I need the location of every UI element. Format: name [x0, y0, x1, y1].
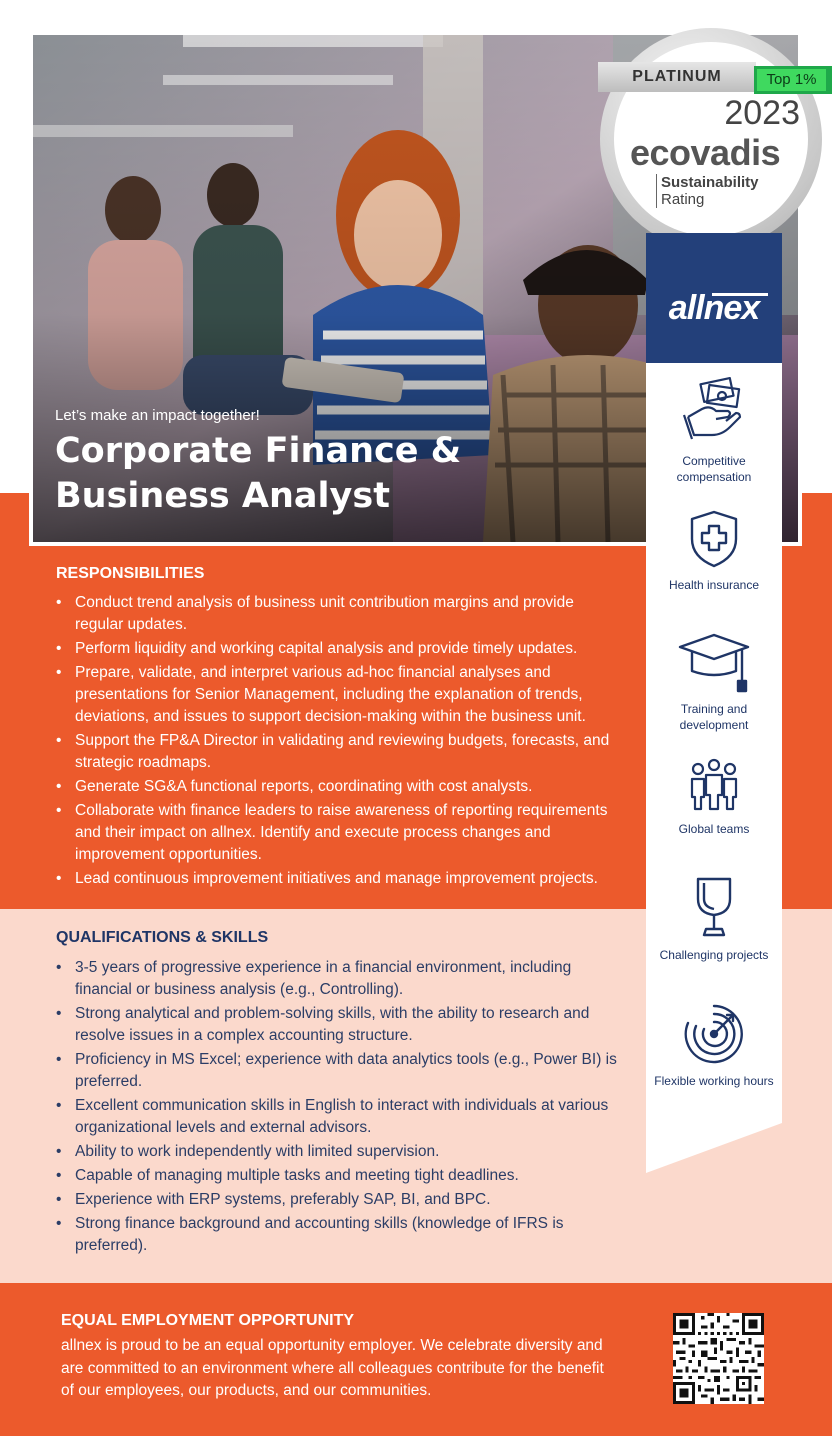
badge-level: PLATINUM	[598, 62, 756, 92]
qr-code-image	[673, 1313, 764, 1404]
list-item: • Conduct trend analysis of business unit contribution margins and provide regular updates.	[56, 592, 626, 636]
ecovadis-badge	[600, 28, 822, 250]
logo-text: allnex	[668, 289, 760, 327]
badge-subtitle-line-1: Sustainability	[661, 174, 759, 191]
job-title: Corporate Finance & Business Analyst	[55, 431, 462, 516]
list-item: • Capable of managing multiple tasks and meeting tight deadlines.	[56, 1165, 626, 1187]
graduation-cap-icon	[678, 631, 750, 693]
badge-brand: ecovadis	[630, 132, 781, 173]
benefit-compensation	[646, 377, 782, 485]
qualifications-title: QUALIFICATIONS & SKILLS	[56, 929, 269, 946]
list-item: • Experience with ERP systems, preferably SAP, BI, and BPC.	[56, 1189, 626, 1211]
benefit-global	[646, 757, 782, 837]
badge-subtitle-line-2: Rating	[661, 191, 705, 208]
badge-year: 2023	[724, 94, 800, 132]
list-item: • Strong analytical and problem-solving skills, with the ability to research and resolve issues in a complex accounting structure.	[56, 1003, 626, 1047]
list-item: • Support the FP&A Director in validating and reviewing budgets, forecasts, and strategic roadmaps.	[56, 730, 626, 774]
benefit-label: Competitive compensation	[676, 454, 752, 484]
benefit-label: Flexible working hours	[654, 1074, 774, 1088]
list-item: • Proficiency in MS Excel; experience with data analytics tools (e.g., Power BI) is preferred.	[56, 1049, 626, 1093]
list-item: • Lead continuous improvement initiatives and manage improvement projects.	[56, 868, 626, 890]
list-item: • Ability to work independently with limited supervision.	[56, 1141, 626, 1163]
tagline: Let’s make an impact together!	[55, 407, 260, 424]
benefit-flexible	[646, 1003, 782, 1089]
badge-subtitle	[656, 174, 759, 208]
benefit-health	[646, 509, 782, 593]
benefits-column	[646, 363, 782, 1173]
list-item: • 3-5 years of progressive experience in a financial environment, including financial or business analysis (e.g., Controlling).	[56, 957, 626, 1001]
list-item: • Collaborate with finance leaders to raise awareness of reporting requirements and their impact on allnex. Identify and execute process changes and improvement opportunities.	[56, 800, 626, 866]
qualifications-list	[56, 957, 626, 1259]
people-group-icon	[688, 757, 740, 813]
list-item: • Generate SG&A functional reports, coordinating with cost analysts.	[56, 776, 626, 798]
money-hand-icon	[682, 377, 746, 445]
eeo-text: allnex is proud to be an equal opportunity employer. We celebrate diversity and are committed to an environment where all colleagues contribute for the benefit of our employees, our products, and our communities.	[61, 1337, 604, 1399]
target-clock-icon	[683, 1003, 745, 1065]
badge-rank	[754, 66, 832, 94]
benefit-label: Challenging projects	[659, 948, 769, 962]
responsibilities-list	[56, 592, 626, 892]
list-item: • Strong finance background and accounting skills (knowledge of IFRS is preferred).	[56, 1213, 626, 1257]
benefit-label: Health insurance	[668, 578, 760, 592]
benefit-projects	[646, 877, 782, 963]
qr-code[interactable]	[673, 1313, 764, 1404]
badge-rank-label: Top 1%	[757, 69, 826, 91]
benefit-label: Global teams	[678, 822, 750, 836]
list-item: • Excellent communication skills in English to interact with individuals at various organizational levels and external advisors.	[56, 1095, 626, 1139]
responsibilities-title: RESPONSIBILITIES	[56, 565, 205, 582]
trophy-icon	[692, 877, 736, 939]
list-item: • Prepare, validate, and interpret various ad-hoc financial analyses and presentations for Senior Management, including the explanation of trends, deviations, and issues to support decision-making within the business unit.	[56, 662, 626, 728]
shield-cross-icon	[688, 509, 740, 569]
allnex-logo	[646, 233, 782, 363]
benefit-training	[646, 631, 782, 733]
list-item: • Perform liquidity and working capital analysis and provide timely updates.	[56, 638, 626, 660]
benefit-label: Training and development	[679, 702, 749, 732]
eeo-title: EQUAL EMPLOYMENT OPPORTUNITY	[61, 1312, 355, 1329]
